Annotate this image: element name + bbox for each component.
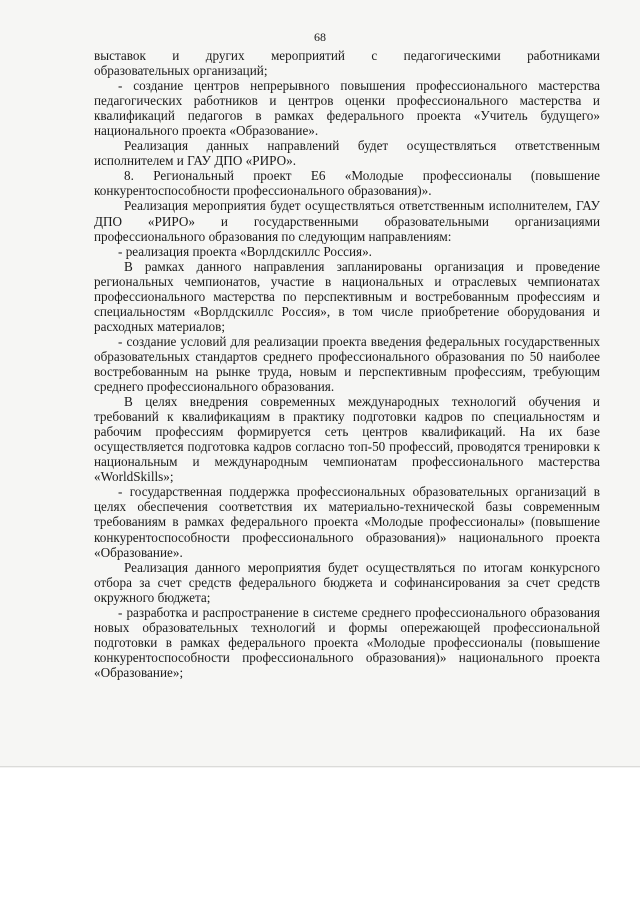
paragraph: образовательных организаций; (94, 63, 268, 79)
page-number: 68 (314, 30, 326, 44)
paragraph: - государственная поддержка профессиональных образовательных организаций в целях обеспечения соответствия их материально-технической базы современным требованиям в рамках федерального проекта «Молодые профессионалы» (повышение конкурентоспособности профессионального образования)» национального проекта «Образование». (94, 484, 600, 560)
paragraph: - создание центров непрерывного повышения профессионального мастерства педагогических работников и центров оценки профессионального мастерства и квалификаций педагогов в рамках федерального проекта «Учитель будущего» национального проекта «Образование». (94, 78, 600, 139)
paragraph: 8. Региональный проект Е6 «Молодые профессионалы (повышение конкурентоспособности профессионального образования)». (94, 168, 600, 199)
paragraph: - создание условий для реализации проекта введения федеральных государственных образовательных стандартов среднего профессионального образования по 50 наиболее востребованным на рынке труда, новым и перспективным профессиям, требующим среднего профессионального образования. (94, 333, 600, 395)
body-text (94, 48, 600, 680)
paragraph: - реализация проекта «Ворлдскиллс Россия». (118, 243, 372, 259)
paragraph: В рамках данного направления запланированы организация и проведение региональных чемпионатов, участие в национальных и отраслевых чемпионатах профессионального мастерства по перспективным и востребованным профессиям и специальностям «Ворлдскиллс Россия», в том числе приобретение оборудования и расходных материалов; (94, 258, 600, 334)
paragraph: В целях внедрения современных международных технологий обучения и требований к квалификациям в практику подготовки кадров по специальностям и рабочим профессиям формируется сеть центров квалификаций. На их базе осуществляется подготовка кадров согласно топ-50 профессий, проводятся тренировки к национальным и международным чемпионатам профессионального мастерства «WorldSkills»; (94, 394, 600, 485)
paragraph: Реализация данного мероприятия будет осуществляться по итогам конкурсного отбора за счет средств федерального бюджета и софинансирования за счет средств окружного бюджета; (94, 559, 600, 605)
paragraph: выставок и других мероприятий с педагогическими работниками (94, 48, 600, 63)
paragraph: Реализация данных направлений будет осуществляться ответственным исполнителем и ГАУ ДПО «РИРО». (94, 138, 600, 169)
paragraph: - разработка и распространение в системе среднего профессионального образования новых образовательных технологий и формы опережающей профессиональной подготовки в рамках федерального проекта «Молодые профессионалы (повышение конкурентоспособности профессионального образования)» национального проекта «Образование»; (94, 604, 600, 680)
paragraph: Реализация мероприятия будет осуществляться ответственным исполнителем, ГАУ ДПО «РИРО» и государственными образовательными организациями профессионального образования по следующим направлениям: (94, 198, 600, 244)
